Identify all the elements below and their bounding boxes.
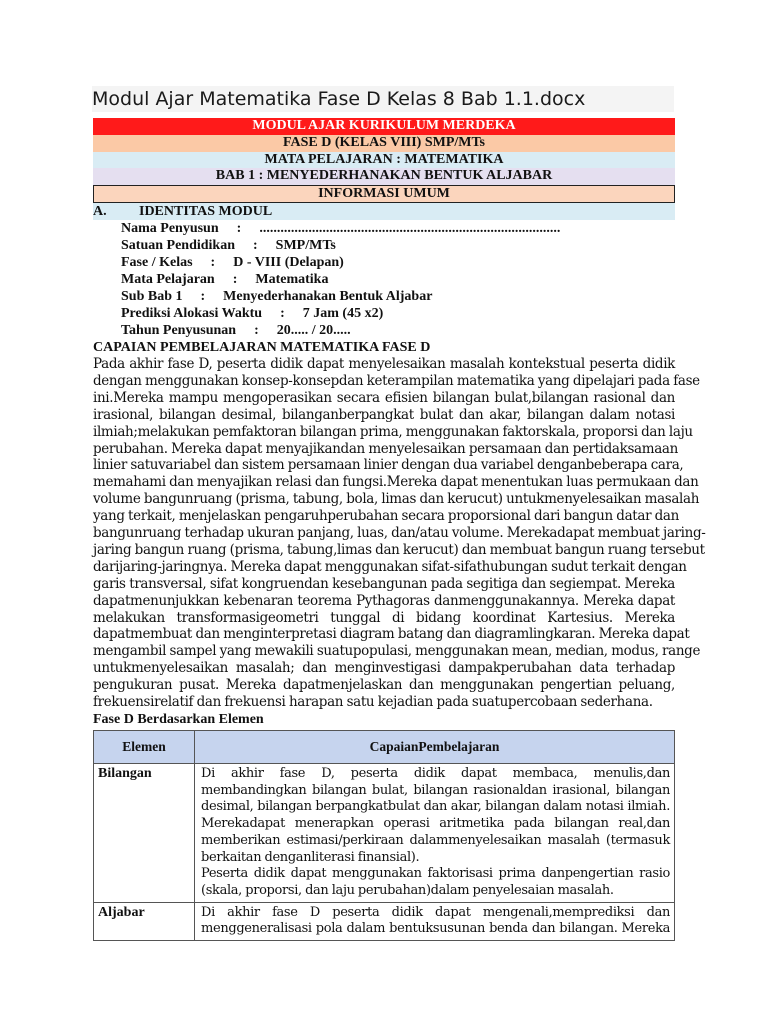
identity-row: [93, 220, 675, 237]
identity-sep: :: [254, 322, 259, 338]
elemen-table-header: [94, 731, 675, 764]
identity-sep: :: [232, 271, 238, 287]
capaian-cell-line: membandingkan bilangan bulat, bilangan rasionaldan irasional, bilangan: [201, 782, 670, 798]
section-identitas-modul: [93, 203, 675, 220]
elemen-heading: Fase D Berdasarkan Elemen: [93, 712, 264, 728]
identity-row: [93, 237, 675, 254]
identity-label: Fase / Kelas: [121, 254, 193, 270]
capaian-line: ini.Mereka mampu mengoperasikan secara efisien bilangan bulat,bilangan rasional dan: [93, 389, 675, 406]
table-row: [94, 764, 675, 903]
band-fase: FASE D (KELAS VIII) SMP/MTs: [93, 135, 675, 152]
capaian-cell: [195, 902, 675, 940]
capaian-line: bangunruang terhadap ukuran panjang, luas, dan/atau volume. Merekadapat membuat jaring-: [93, 525, 706, 542]
identity-value: Matematika: [255, 271, 329, 287]
identity-sep: :: [236, 220, 242, 236]
capaian-paragraph: [93, 355, 706, 711]
band-informasi-umum: INFORMASI UMUM: [93, 185, 675, 203]
capaian-line: irasional, bilangan desimal, bilanganberpangkat bulat dan akar, bilangan dalam notasi: [93, 406, 675, 423]
identity-label: Sub Bab 1: [121, 288, 183, 304]
identity-sep: :: [280, 305, 285, 321]
capaian-line: linier satuvariabel dan sistem persamaan linier dengan dua variabel denganbeberapa cara,: [93, 457, 684, 474]
capaian-line: perubahan. Mereka dapat menyajikandan menyelesaikan persamaan dan pertidaksamaan: [93, 440, 678, 457]
identity-label: Mata Pelajaran: [121, 271, 215, 287]
capaian-cell-line: (skala, proporsi, dan laju perubahan)dalam penyelesaian masalah.: [201, 882, 614, 898]
identity-row: [93, 254, 675, 271]
capaian-line: dengan menggunakan konsep-konsepdan keterampilan matematika yang dipelajari pada fase: [93, 372, 700, 389]
capaian-line: frekuensirelatif dan frekuensi harapan satu kejadian pada suatupercobaan sederhana.: [93, 694, 653, 711]
identity-value: ......................................................................................: [259, 220, 561, 236]
capaian-line: jaring bangun ruang (prisma, tabung,limas dan kerucut) dan membuat bangun ruang tersebut: [93, 541, 705, 558]
identity-label: Nama Penyusun: [121, 220, 219, 236]
identity-label: Prediksi Alokasi Waktu: [121, 305, 263, 321]
capaian-cell: [195, 764, 675, 903]
identity-value: 20..... / 20.....: [276, 322, 351, 338]
capaian-line: untukmenyelesaikan masalah; dan menginvestigasi dampakperubahan data terhadap: [93, 660, 675, 677]
identity-sep: :: [200, 288, 206, 304]
capaian-line: melakukan transformasigeometri tunggal di bidang koordinat Kartesius. Mereka: [93, 609, 675, 626]
capaian-line: darijaring-jaringnya. Mereka dapat menggunakan sifat-sifathubungan sudut terkait dengan: [93, 558, 687, 575]
identity-sep: :: [210, 254, 216, 270]
capaian-line: volume bangunruang (prisma, tabung, bola, limas dan kerucut) untukmenyelesaikan masalah: [93, 491, 700, 508]
elemen-name: Bilangan: [94, 764, 195, 903]
capaian-cell-line: Di akhir fase D, peserta didik dapat membaca, menulis,dan: [201, 766, 670, 782]
elemen-table-body: [94, 764, 675, 941]
capaian-line: ilmiah;melakukan pemfaktoran bilangan prima, menggunakan faktorskala, proporsi dan laju: [93, 423, 693, 440]
elemen-name: Aljabar: [94, 902, 195, 940]
capaian-line: garis transversal, sifat kongruendan kesebangunan pada segitiga dan segiempat. Mereka: [93, 575, 675, 592]
capaian-cell-line: Merekadapat menerapkan operasi aritmetika pada bilangan real,dan: [201, 816, 670, 832]
capaian-cell-line: Peserta didik dapat menggunakan faktorisasi prima danpengertian rasio: [201, 866, 670, 882]
capaian-heading: CAPAIAN PEMBELAJARAN MATEMATIKA FASE D: [93, 339, 431, 355]
identity-list: [93, 220, 675, 339]
identity-value: D - VIII (Delapan): [233, 254, 344, 270]
capaian-line: dapatmenunjukkan kebenaran teorema Pythagoras danmenggunakannya. Mereka dapat: [93, 592, 675, 609]
column-header-elemen: Elemen: [94, 731, 195, 764]
section-letter: A.: [93, 203, 107, 219]
column-header-capaian: CapaianPembelajaran: [195, 731, 675, 764]
identity-value: 7 Jam (45 x2): [302, 305, 384, 321]
identity-label: Tahun Penyusunan: [121, 322, 237, 338]
capaian-cell-line: Di akhir fase D peserta didik dapat mengenali,memprediksi dan: [201, 904, 670, 920]
capaian-line: dapatmembuat dan menginterpretasi diagram batang dan diagramlingkaran. Mereka dapat: [93, 626, 690, 643]
capaian-cell-line: memberikan estimasi/perkiraan dalammenyelesaikan masalah (termasuk: [201, 832, 670, 848]
capaian-line: mengambil sampel yang mewakili suatupopulasi, menggunakan mean, median, modus, range: [93, 643, 701, 660]
table-row: [94, 902, 675, 940]
capaian-line: memahami dan menyajikan relasi dan fungsi.Mereka dapat menentukan luas permukaan dan: [93, 474, 699, 491]
identity-row: [93, 305, 675, 322]
capaian-cell-line: berkaitan denganliterasi finansial).: [201, 849, 420, 865]
document-title: Modul Ajar Matematika Fase D Kelas 8 Bab 1.1.docx: [92, 86, 674, 112]
identity-value: Menyederhanakan Bentuk Aljabar: [223, 288, 433, 304]
capaian-line: pengukuran pusat. Mereka dapatmenjelaskan dan menggunakan pengertian peluang,: [93, 677, 675, 694]
elemen-table: [93, 730, 675, 941]
section-title: IDENTITAS MODUL: [139, 203, 273, 219]
band-modul-ajar: MODUL AJAR KURIKULUM MERDEKA: [93, 118, 675, 135]
identity-sep: :: [253, 237, 258, 253]
identity-label: Satuan Pendidikan: [121, 237, 235, 253]
capaian-line: yang terkait, menjelaskan pengaruhperubahan secara proporsional dari bangun datar dan: [93, 508, 679, 525]
identity-row: [93, 271, 675, 288]
band-bab: BAB 1 : MENYEDERHANAKAN BENTUK ALJABAR: [93, 168, 675, 185]
document-page: [93, 118, 706, 941]
capaian-cell-line: desimal, bilangan berpangkatbulat dan akar, bilangan dalam notasi ilmiah.: [201, 799, 670, 815]
identity-row: [93, 288, 675, 305]
band-mata-pelajaran: MATA PELAJARAN : MATEMATIKA: [93, 152, 675, 169]
identity-row: [93, 322, 675, 339]
capaian-line: Pada akhir fase D, peserta didik dapat menyelesaikan masalah kontekstual peserta didik: [93, 355, 675, 372]
capaian-cell-line: menggeneralisasi pola dalam bentuksusunan benda dan bilangan. Mereka: [201, 921, 670, 937]
identity-value: SMP/MTs: [275, 237, 336, 253]
